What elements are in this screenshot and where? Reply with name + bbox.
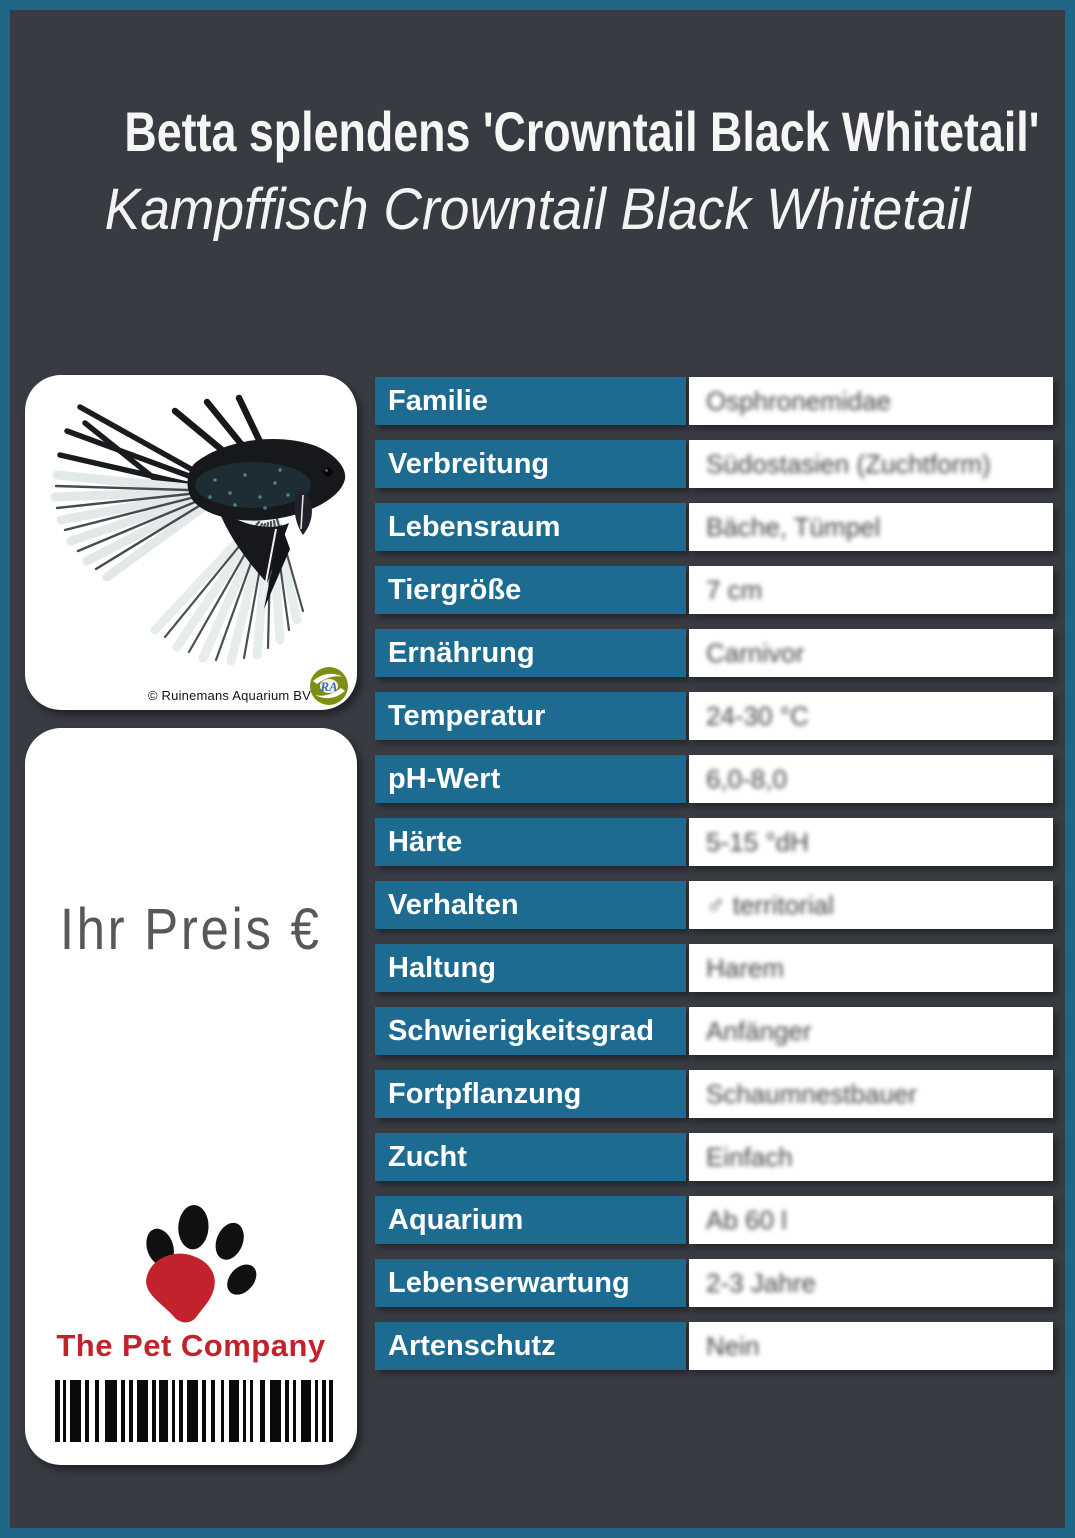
photo-copyright: © Ruinemans Aquarium BV bbox=[147, 688, 311, 703]
attribute-value bbox=[689, 1007, 1053, 1055]
attribute-label: Lebenserwartung bbox=[375, 1259, 686, 1307]
attribute-label: pH-Wert bbox=[375, 755, 686, 803]
brand-name: The Pet Company bbox=[56, 1328, 326, 1363]
attribute-label: Schwierigkeitsgrad bbox=[375, 1007, 686, 1055]
attribute-value bbox=[689, 1259, 1053, 1307]
attribute-value-text: Schaumnestbauer bbox=[706, 1079, 918, 1109]
attribute-value-text: 7 cm bbox=[706, 575, 763, 605]
attribute-value-text: ♂ territorial bbox=[706, 890, 834, 920]
table-row bbox=[375, 1070, 1053, 1118]
ruinemans-aquarium-logo-icon bbox=[309, 666, 349, 706]
attribute-label: Tiergröße bbox=[375, 566, 686, 614]
attribute-table bbox=[375, 377, 1053, 1370]
attribute-value bbox=[689, 692, 1053, 740]
attribute-value bbox=[689, 1196, 1053, 1244]
table-row bbox=[375, 440, 1053, 488]
attribute-value-text: Einfach bbox=[706, 1142, 793, 1172]
table-row bbox=[375, 818, 1053, 866]
table-row bbox=[375, 629, 1053, 677]
attribute-value bbox=[689, 566, 1053, 614]
table-row bbox=[375, 1196, 1053, 1244]
attribute-label: Artenschutz bbox=[375, 1322, 686, 1370]
page-subtitle: Kampffisch Crowntail Black Whitetail bbox=[104, 177, 971, 242]
fish-photo-card bbox=[25, 375, 357, 710]
crowntail-betta-fish-image bbox=[25, 375, 357, 710]
attribute-value bbox=[689, 944, 1053, 992]
header bbox=[10, 92, 1065, 248]
table-row bbox=[375, 692, 1053, 740]
attribute-label: Verhalten bbox=[375, 881, 686, 929]
attribute-value-text: Nein bbox=[706, 1331, 760, 1361]
attribute-label: Haltung bbox=[375, 944, 686, 992]
table-row bbox=[375, 1259, 1053, 1307]
attribute-value bbox=[689, 440, 1053, 488]
attribute-value-text: 6,0-8,0 bbox=[706, 764, 787, 794]
price-label: Ihr Preis € bbox=[60, 897, 322, 962]
attribute-value bbox=[689, 377, 1053, 425]
table-row bbox=[375, 755, 1053, 803]
attribute-label: Zucht bbox=[375, 1133, 686, 1181]
attribute-value bbox=[689, 1133, 1053, 1181]
price-card bbox=[25, 728, 357, 1465]
attribute-value-text: Anfänger bbox=[706, 1016, 812, 1046]
attribute-value-text: 2-3 Jahre bbox=[706, 1268, 816, 1298]
attribute-label: Ernährung bbox=[375, 629, 686, 677]
attribute-value-text: Bäche, Tümpel bbox=[706, 512, 881, 542]
attribute-value bbox=[689, 1070, 1053, 1118]
table-row bbox=[375, 566, 1053, 614]
attribute-value bbox=[689, 503, 1053, 551]
table-row bbox=[375, 1133, 1053, 1181]
table-row bbox=[375, 377, 1053, 425]
attribute-value bbox=[689, 629, 1053, 677]
table-row bbox=[375, 1007, 1053, 1055]
attribute-value bbox=[689, 881, 1053, 929]
page-title: Betta splendens 'Crowntail Black Whitetail' bbox=[124, 100, 1040, 163]
attribute-label: Temperatur bbox=[375, 692, 686, 740]
attribute-value-text: Südostasien (Zuchtform) bbox=[706, 449, 991, 479]
attribute-value bbox=[689, 818, 1053, 866]
barcode bbox=[55, 1380, 333, 1442]
attribute-label: Familie bbox=[375, 377, 686, 425]
attribute-value-text: Carnivor bbox=[706, 638, 805, 668]
table-row bbox=[375, 944, 1053, 992]
table-row bbox=[375, 1322, 1053, 1370]
attribute-label: Lebensraum bbox=[375, 503, 686, 551]
ra-monogram: RA bbox=[320, 679, 338, 694]
attribute-label: Fortpflanzung bbox=[375, 1070, 686, 1118]
attribute-value bbox=[689, 755, 1053, 803]
attribute-value bbox=[689, 1322, 1053, 1370]
attribute-label: Aquarium bbox=[375, 1196, 686, 1244]
attribute-label: Verbreitung bbox=[375, 440, 686, 488]
attribute-value-text: Ab 60 l bbox=[706, 1205, 787, 1235]
attribute-value-text: 24-30 °C bbox=[706, 701, 809, 731]
table-row bbox=[375, 881, 1053, 929]
attribute-value-text: Harem bbox=[706, 953, 785, 983]
table-row bbox=[375, 503, 1053, 551]
attribute-value-text: 5-15 °dH bbox=[706, 827, 809, 857]
attribute-label: Härte bbox=[375, 818, 686, 866]
paw-icon bbox=[136, 1205, 260, 1331]
attribute-value-text: Osphronemidae bbox=[706, 386, 891, 416]
